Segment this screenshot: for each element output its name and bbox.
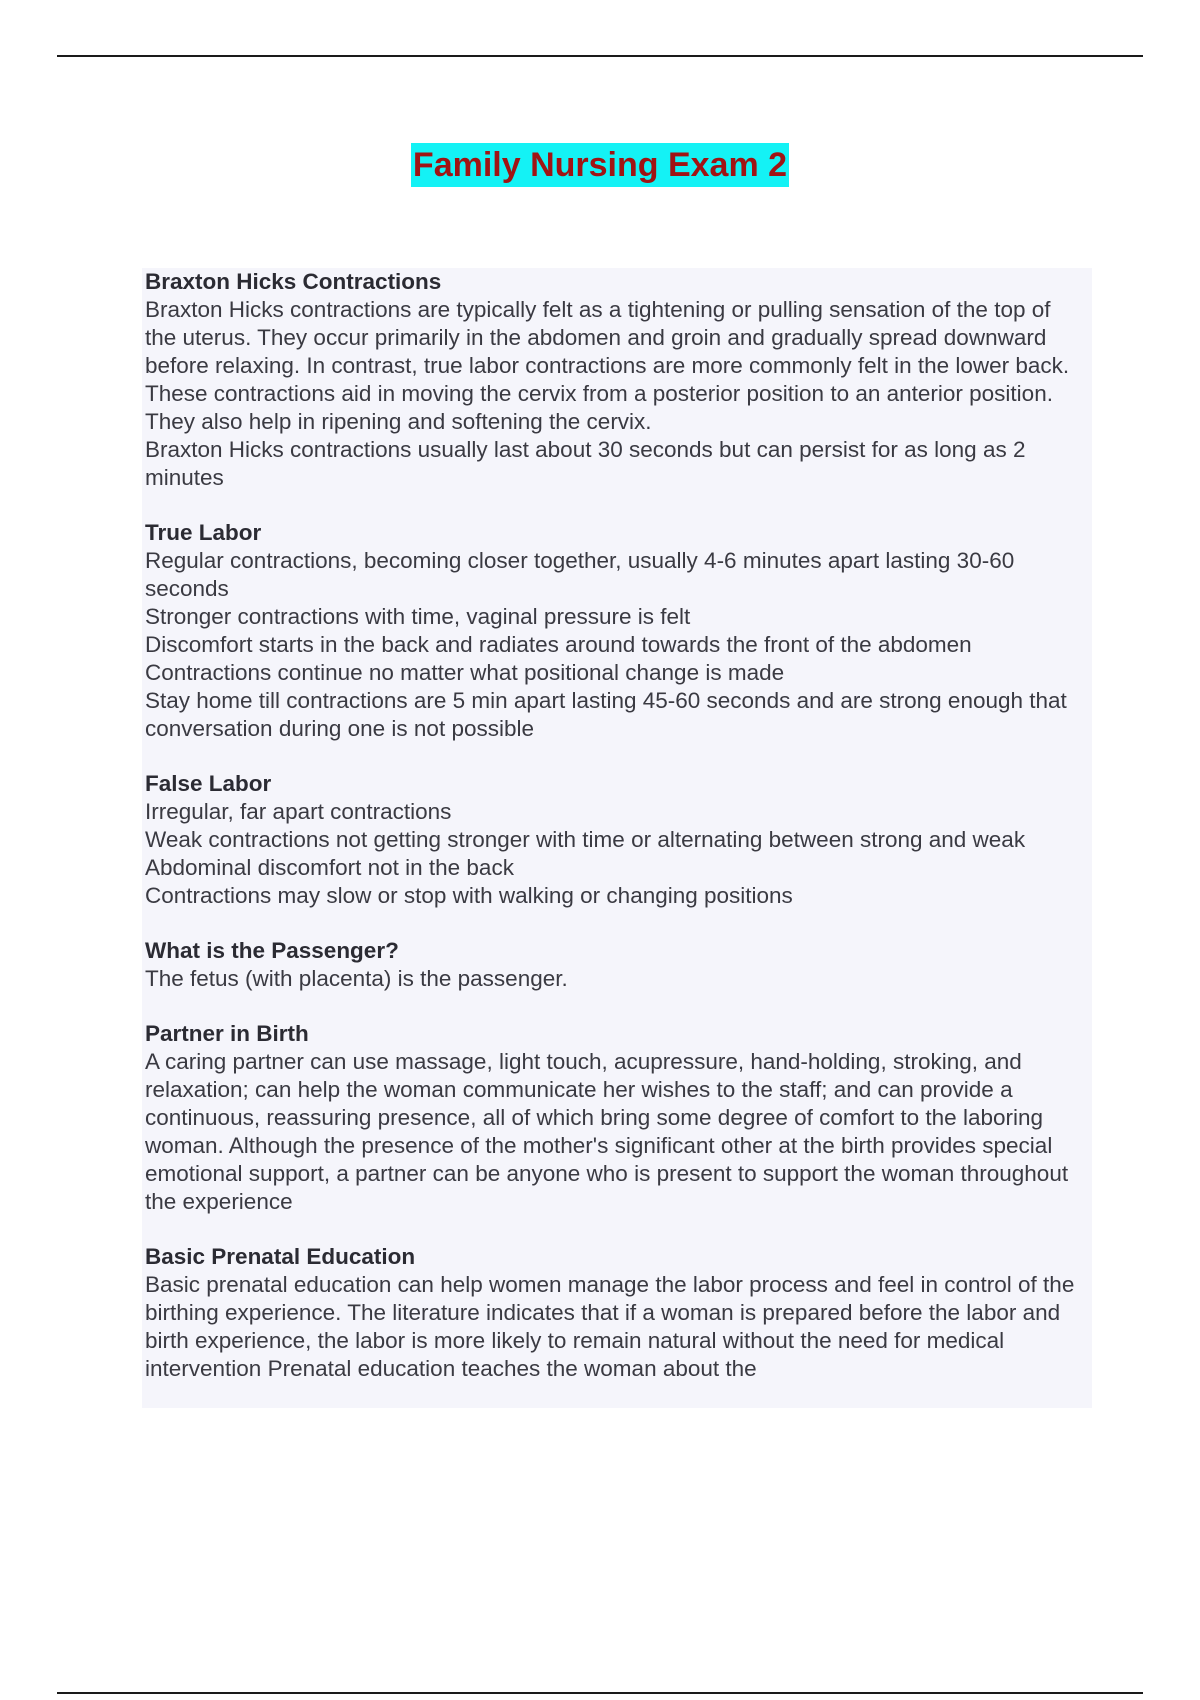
section-heading: True Labor [145,520,262,545]
section-paragraph: Discomfort starts in the back and radiates around towards the front of the abdomen [145,632,972,657]
section-paragraph: Irregular, far apart contractions [145,799,452,824]
section-heading: Partner in Birth [145,1021,309,1046]
section-heading: Braxton Hicks Contractions [145,269,442,294]
section-braxton-hicks [145,268,1088,492]
section-passenger [145,937,1088,993]
top-rule [57,55,1143,57]
content-block [142,268,1092,1408]
section-paragraph: Braxton Hicks contractions are typically felt as a tightening or pulling sensation of the top of the uterus. They occur primarily in the abdomen and groin and gradually spread downward before relaxing. In contrast, true labor contractions are more commonly felt in the lower back. These contractions aid in moving the cervix from a posterior position to an anterior position. They also help in ripening and softening the cervix. [145,297,1070,434]
section-paragraph: Basic prenatal education can help women manage the labor process and feel in control of the birthing experience. The literature indicates that if a woman is prepared before the labor and birth experience, the labor is more likely to remain natural without the need for medical intervention Prenatal education teaches the woman about the [145,1272,1075,1381]
section-heading: Basic Prenatal Education [145,1244,416,1269]
title-wrapper [0,143,1200,187]
section-paragraph: Braxton Hicks contractions usually last about 30 seconds but can persist for as long as 2 minutes [145,437,1026,490]
section-partner-in-birth [145,1020,1088,1216]
document-title: Family Nursing Exam 2 [411,143,789,187]
section-prenatal-education [145,1243,1088,1383]
section-paragraph: Contractions continue no matter what positional change is made [145,660,785,685]
section-heading: What is the Passenger? [145,938,399,963]
section-paragraph: A caring partner can use massage, light touch, acupressure, hand-holding, stroking, and relaxation; can help the woman communicate her wishes to the staff; and can provide a continuous, reassuring presence, all of which bring some degree of comfort to the laboring woman. Although the presence of the mother's significant other at the birth provides special emotional support, a partner can be anyone who is present to support the woman throughout the experience [145,1049,1069,1214]
bottom-rule [57,1692,1143,1694]
section-heading: False Labor [145,771,272,796]
section-paragraph: Abdominal discomfort not in the back [145,855,514,880]
section-paragraph: Stronger contractions with time, vaginal pressure is felt [145,604,691,629]
section-false-labor [145,770,1088,910]
section-paragraph: Weak contractions not getting stronger with time or alternating between strong and weak [145,827,1026,852]
section-paragraph: Contractions may slow or stop with walking or changing positions [145,883,793,908]
section-true-labor [145,519,1088,743]
section-paragraph: The fetus (with placenta) is the passenger. [145,966,568,991]
section-paragraph: Regular contractions, becoming closer together, usually 4-6 minutes apart lasting 30-60 seconds [145,548,1015,601]
section-paragraph: Stay home till contractions are 5 min apart lasting 45-60 seconds and are strong enough that conversation during one is not possible [145,688,1067,741]
